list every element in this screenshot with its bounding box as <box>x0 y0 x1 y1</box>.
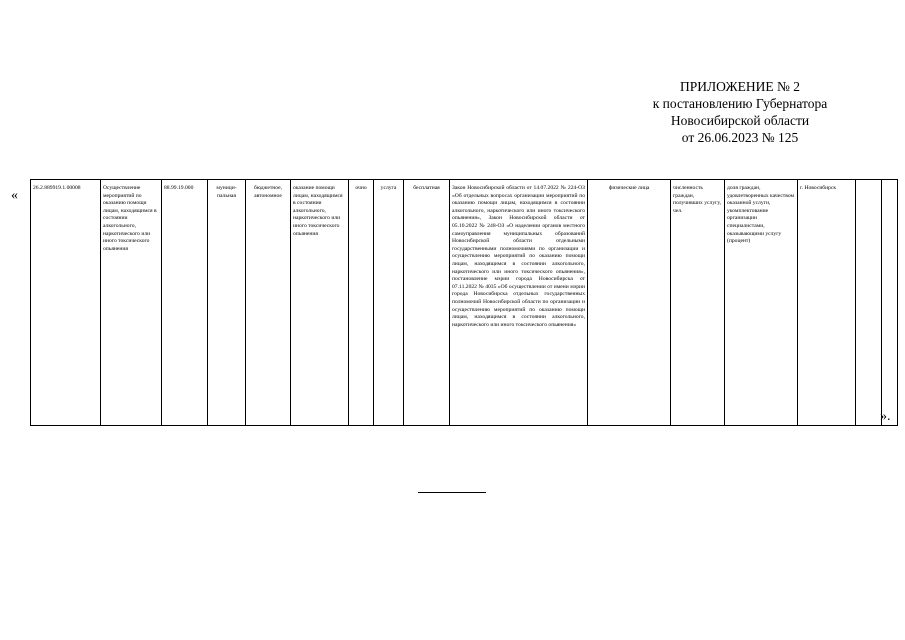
opening-quote: « <box>11 188 18 203</box>
registry-table <box>30 179 898 426</box>
appendix-region-line: Новосибирской области <box>670 113 810 128</box>
level-cell: муници-пальная <box>208 180 246 426</box>
location-cell: г. Новосибирск <box>798 180 856 426</box>
content-cell: оказание помощи лицам, находящимся в состоянии алкогольного, наркотического или иного токсического опьянения <box>291 180 349 426</box>
institution-type-cell: бюджетное, автономное <box>246 180 291 426</box>
extra-cell-2 <box>882 180 898 426</box>
legal-basis-cell: Закон Новосибирской области от 14.07.2022 № 224-ОЗ «Об отдельных вопросах организации мероприятий по оказанию помощи лицам, находящимся в состоянии алкогольного, наркотического или иного токсического опьянения», Закон Новосибирской области от 05.10.2022 № 248-ОЗ «О наделении органов местного самоуправления муниципальных образований Новосибирской области отдельными государственными полномочиями по организации и осуществлению мероприятий по оказанию помощи лицам, находящимся в состоянии алкогольного, наркотического или иного токсического опьянения», постановление мэрии города Новосибирска от 07.11.2022 № 4035 «Об осуществлении от имени мэрии города Новосибирска отдельных государственных полномочий Новосибирской области по организации и осуществлению мероприятий по оказанию помощи лицам, находящимся в состоянии алкогольного, наркотического или иного токсического опьянения» <box>450 180 588 426</box>
kind-cell: услуга <box>374 180 404 426</box>
closing-quote: ». <box>880 409 891 424</box>
volume-indicator-cell: численность граждан, получивших услугу, чел. <box>671 180 725 426</box>
reg-number-cell: 26.2.889919.1.00008 <box>31 180 101 426</box>
consumers-cell: физические лица <box>588 180 671 426</box>
okved-cell: 88.99.19.000 <box>162 180 208 426</box>
table-row <box>31 180 898 426</box>
extra-cell-1 <box>856 180 882 426</box>
appendix-resolution-line: к постановлению Губернатора <box>652 96 828 111</box>
payment-cell: бесплатная <box>404 180 450 426</box>
appendix-header <box>620 78 860 146</box>
end-divider-line <box>418 492 486 493</box>
quality-indicator-cell: доля граждан, удовлетворенных качеством оказанной услуги, укомплектование организации специалистами, оказывающими услугу (процент) <box>725 180 798 426</box>
appendix-title: ПРИЛОЖЕНИЕ № 2 <box>679 79 801 94</box>
form-cell: очно <box>349 180 374 426</box>
appendix-date-line: от 26.06.2023 № 125 <box>681 130 799 145</box>
service-name-cell: Осуществление мероприятий по оказанию помощи лицам, находящимся в состоянии алкогольного, наркотического или иного токсического опьянения <box>101 180 162 426</box>
